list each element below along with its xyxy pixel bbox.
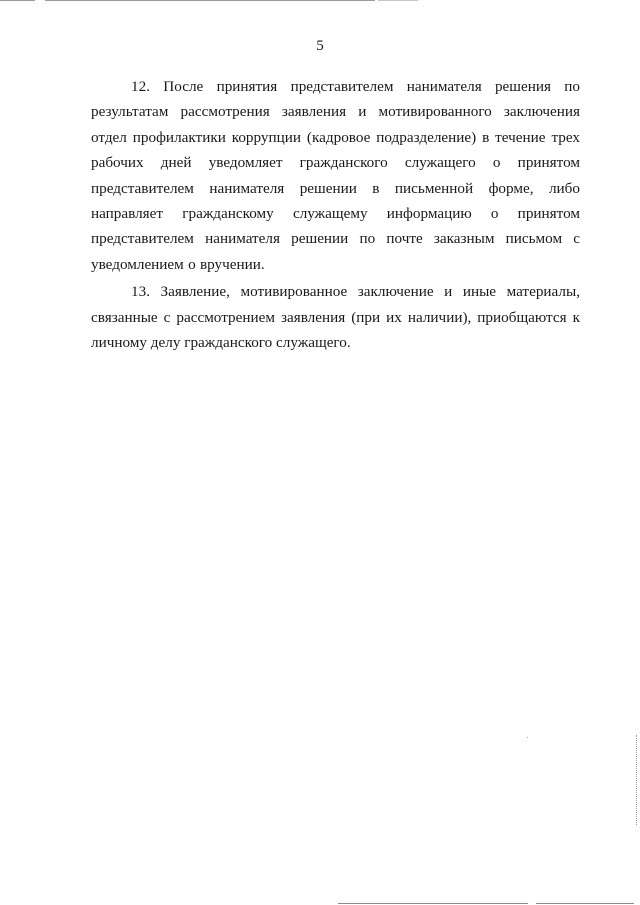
paragraph-12: 12. После принятия представителем нанимателя решения по результатам рассмотрения заявления и мотивированного заключения отдел профилактики коррупции (кадровое подразделение) в течение трех рабочих дней уведомляет гражданского служащего о принятом представителем нанимателя решении в письменной форме, либо направляет гражданскому служащему информацию о принятом представителем нанимателя решении по почте заказным письмом с уведомлением о вручении. bbox=[91, 78, 580, 273]
scan-mark bbox=[45, 0, 375, 1]
page-number: 5 bbox=[316, 38, 324, 54]
scan-mark bbox=[536, 903, 634, 904]
scan-edge-top bbox=[0, 0, 640, 2]
scan-edge-right bbox=[635, 735, 637, 825]
document-body bbox=[91, 74, 580, 355]
scan-mark bbox=[0, 0, 35, 1]
scan-mark bbox=[338, 903, 528, 904]
scan-speck bbox=[527, 737, 528, 738]
paragraph-13: 13. Заявление, мотивированное заключение и иные материалы, связанные с рассмотрением заявления (при их наличии), приобщаются к личному делу гражданского служащего. bbox=[91, 283, 580, 352]
scan-mark bbox=[378, 0, 418, 1]
